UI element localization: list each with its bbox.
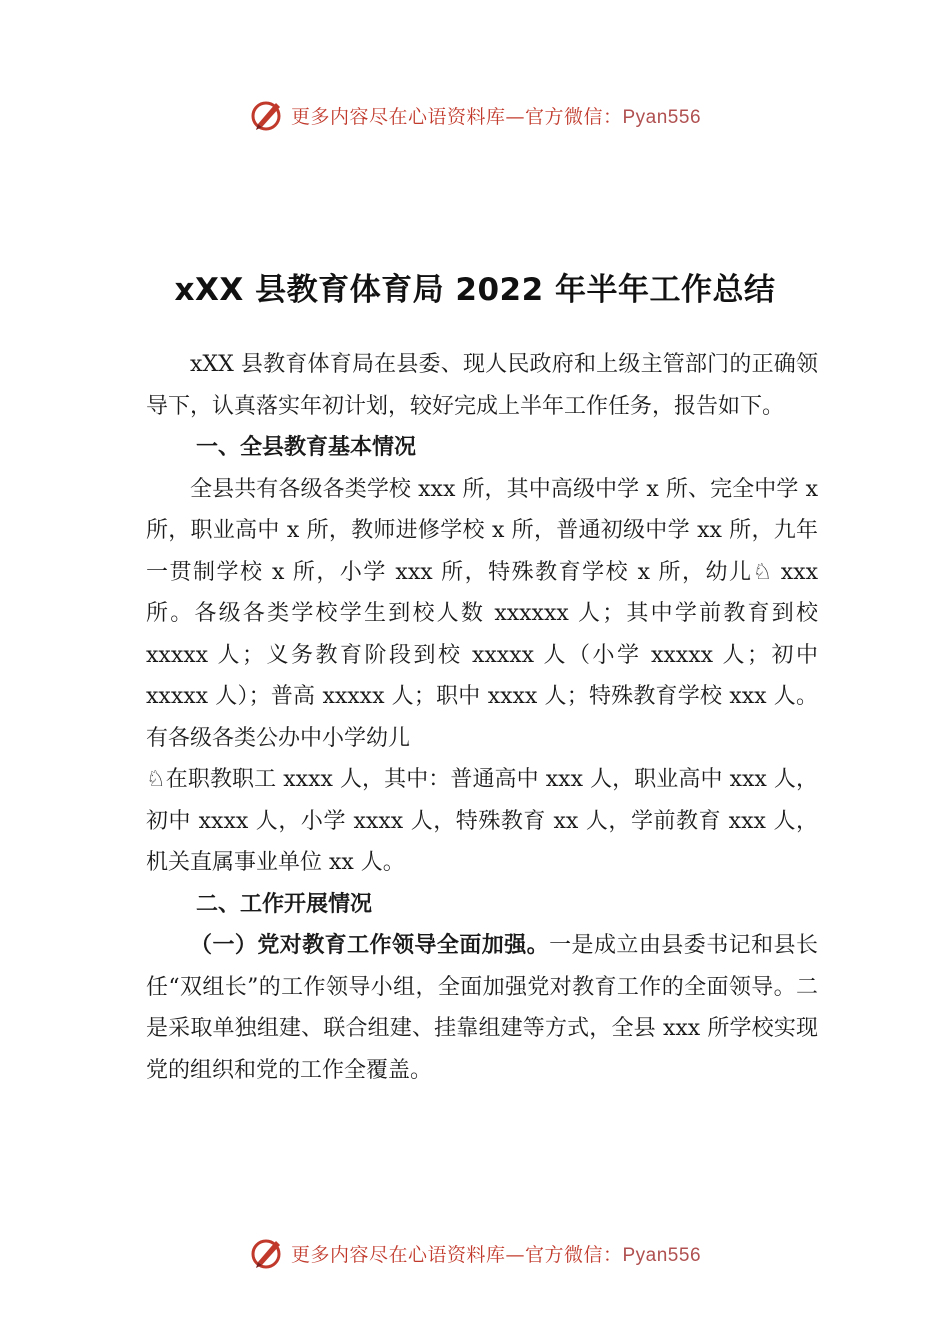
intro-paragraph: xXX 县教育体育局在县委、现人民政府和上级主管部门的正确领导下，认真落实年初计划，较好完成上半年工作任务，报告如下。: [146, 352, 818, 419]
pen-logo-icon: [249, 97, 285, 133]
document-title: xXX 县教育体育局 2022 年半年工作总结: [174, 272, 776, 308]
section1-paragraph-2: ♘在职教职工 xxxx 人，其中：普通高中 xxx 人，职业高中 xxx 人，初中 xxxx 人，小学 xxxx 人，特殊教育 xx 人，学前教育 xxx 人，机关直属事业单位 xx 人。: [146, 767, 818, 875]
wechat-id: Pyan556: [622, 1244, 702, 1266]
section2-sub1-paragraph: [146, 925, 818, 1091]
section2-sub1-title: （一）党对教育工作领导全面加强。: [190, 933, 550, 958]
document-body: [146, 344, 818, 1091]
section2-sub1-text: 一是成立由县委书记和县长任“双组长”的工作领导小组，全面加强党对教育工作的全面领导。二是采取单独组建、联合组建、挂靠组建等方式，全县 xxx 所学校实现党的组织和党的工作全覆盖。: [146, 933, 818, 1083]
section1-paragraph-1: 全县共有各级各类学校 xxx 所，其中高级中学 x 所、完全中学 x 所，职业高中 x 所，教师进修学校 x 所，普通初级中学 xx 所，九年一贯制学校 x 所，小学 xxx 所，特殊教育学校 x 所，幼儿♘ xxx 所。各级各类学校学生到校人数 xxxxxx 人；其中学前教育到校 xxxxx 人；义务教育阶段到校 xxxxx 人（小学 xxxxx 人；初中 xxxxx 人）；普高 xxxxx 人；职中 xxxx 人；特殊教育学校 xxx 人。有各级各类公办中小学幼儿: [146, 476, 818, 751]
section1-heading: 一、全县教育基本情况: [196, 435, 417, 460]
footer-banner: [0, 1233, 950, 1273]
wechat-id: Pyan556: [622, 106, 702, 128]
section2-heading: 二、工作开展情况: [196, 891, 373, 917]
pen-logo-icon: [249, 1235, 285, 1271]
banner-text: 更多内容尽在心语资料库—官方微信：Pyan556: [290, 1243, 702, 1266]
header-banner: [0, 95, 950, 135]
banner-text: 更多内容尽在心语资料库—官方微信：Pyan556: [290, 105, 702, 128]
